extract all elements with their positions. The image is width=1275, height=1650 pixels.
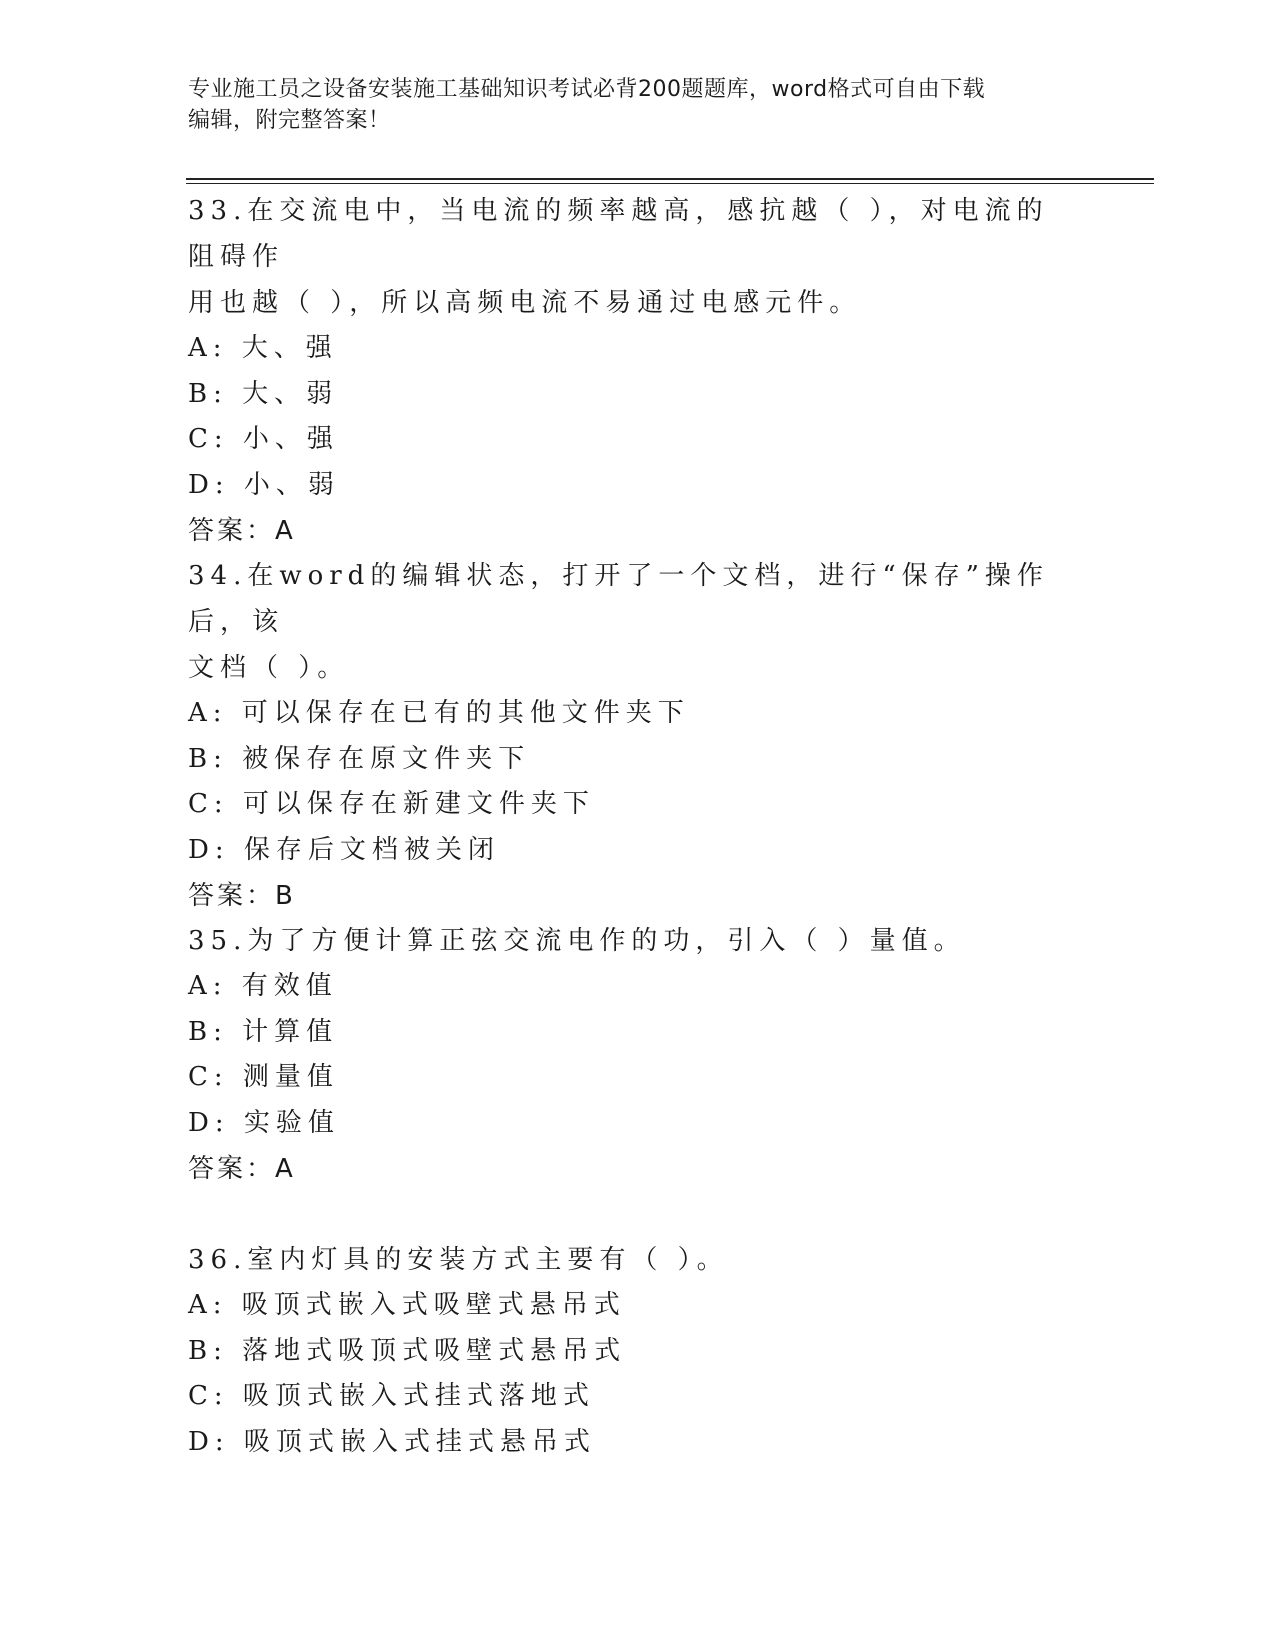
question-33 xyxy=(188,188,1068,554)
question-stem-line: 用也越（ ），所以高频电流不易通过电感元件。 xyxy=(188,288,862,318)
question-stem-line: 文档（ ）。 xyxy=(188,653,350,683)
question-36 xyxy=(188,1237,1068,1465)
option-b: B: 大、弱 xyxy=(188,378,339,409)
question-stem-line: 35.为了方便计算正弦交流电作的功，引入（ ）量值。 xyxy=(188,926,966,956)
option-b: B: 被保存在原文件夹下 xyxy=(188,743,531,774)
option-a: A: 吸顶式嵌入式吸壁式悬吊式 xyxy=(188,1290,626,1320)
answer-label: 答案：A xyxy=(188,1154,296,1184)
option-c: C: 测量值 xyxy=(188,1062,339,1092)
option-b: B: 落地式吸顶式吸壁式悬吊式 xyxy=(188,1335,627,1366)
question-stem-line: 36.室内灯具的安装方式主要有（ ）。 xyxy=(188,1245,729,1275)
option-a: A: 有效值 xyxy=(188,971,338,1001)
header-divider-thin xyxy=(186,183,1154,184)
option-a: A: 大、强 xyxy=(188,333,338,363)
option-d: D: 保存后文档被关闭 xyxy=(188,834,500,865)
option-d: D: 小、弱 xyxy=(188,469,340,500)
option-a: A: 可以保存在已有的其他文件夹下 xyxy=(188,698,690,728)
question-stem-line: 34.在word的编辑状态，打开了一个文档，进行“保存”操作后，该 xyxy=(188,561,1049,637)
question-34 xyxy=(188,553,1068,919)
question-35 xyxy=(188,918,1068,1192)
header-line-1: 专业施工员之设备安装施工基础知识考试必背200题题库，word格式可自由下载 xyxy=(188,77,986,102)
answer-label: 答案：A xyxy=(188,516,296,546)
option-c: C: 吸顶式嵌入式挂式落地式 xyxy=(188,1381,595,1411)
option-d: D: 吸顶式嵌入式挂式悬吊式 xyxy=(188,1426,596,1457)
option-b: B: 计算值 xyxy=(188,1016,339,1047)
option-c: C: 可以保存在新建文件夹下 xyxy=(188,789,595,819)
option-c: C: 小、强 xyxy=(188,424,339,454)
option-d: D: 实验值 xyxy=(188,1107,340,1138)
header-divider-thick xyxy=(186,178,1154,180)
header-line-2: 编辑，附完整答案！ xyxy=(188,108,391,133)
question-stem-line: 33.在交流电中，当电流的频率越高，感抗越（ ），对电流的阻碍作 xyxy=(188,196,1049,272)
document-header xyxy=(188,74,1068,136)
answer-label: 答案：B xyxy=(188,881,296,911)
